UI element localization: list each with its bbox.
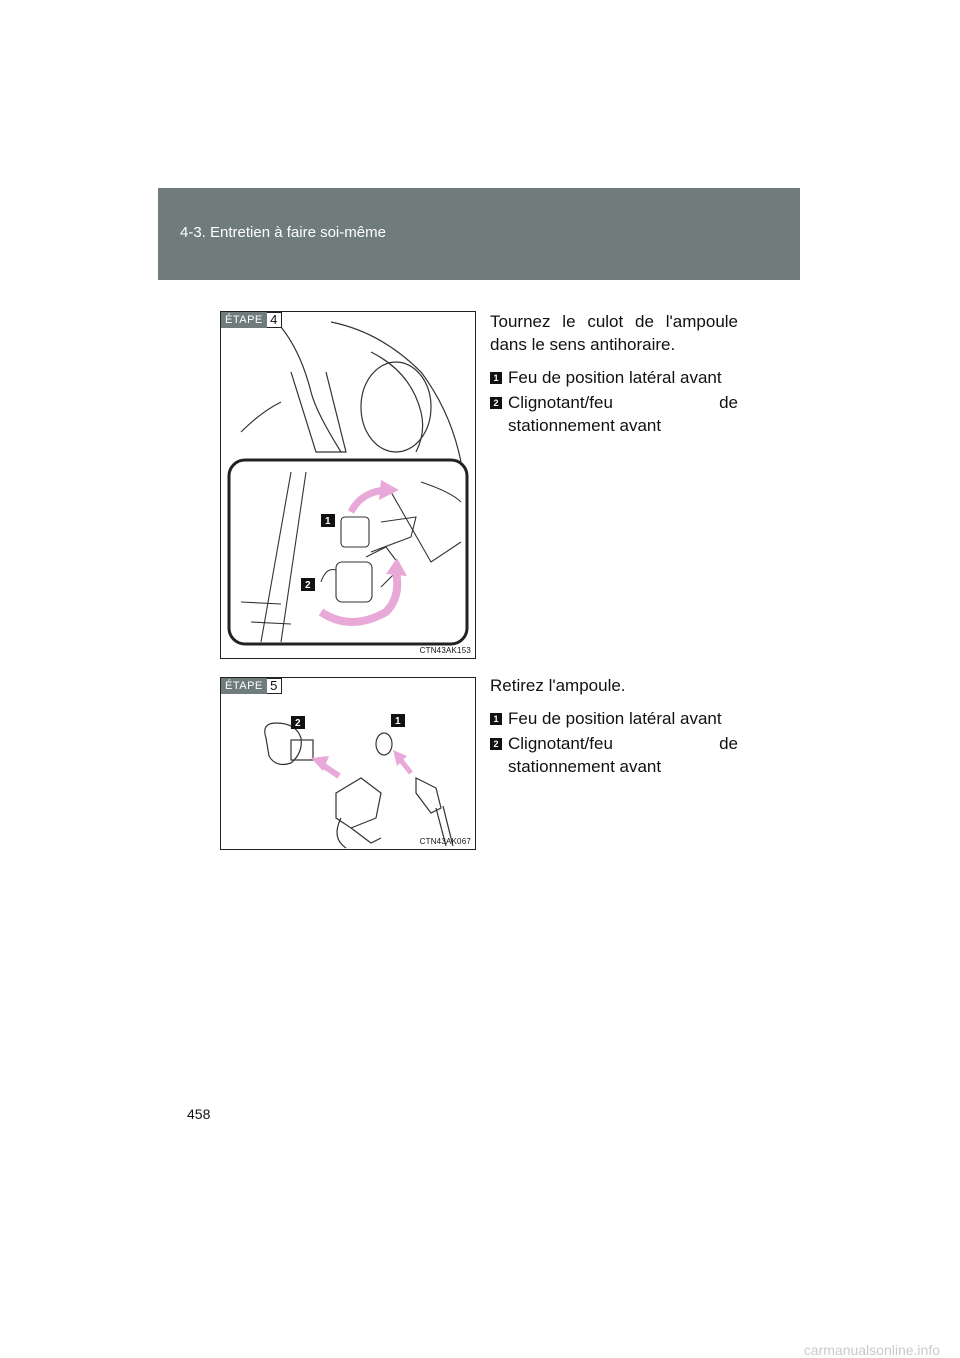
step-instruction: Tournez le culot de l'ampoule dans le sens antihoraire. [490, 312, 738, 354]
callout-2 [301, 578, 315, 591]
figure-code: CTN43AK153 [419, 646, 471, 655]
item-number: 1 [490, 713, 502, 725]
bulb-removal-drawing [221, 678, 475, 849]
item-text: Feu de position latéral avant [508, 368, 722, 387]
callout-2 [291, 716, 305, 729]
figure-code: CTN43AK067 [419, 837, 471, 846]
step-5-text [490, 674, 738, 780]
list-item [490, 391, 738, 437]
list-item [490, 707, 738, 730]
list-item [490, 732, 738, 778]
watermark: carmanualsonline.info [803, 1342, 940, 1358]
step-badge [221, 678, 282, 694]
item-text: Clignotant/feu de stationnement avant [508, 734, 738, 776]
step-badge [221, 312, 282, 328]
svg-text:2: 2 [305, 580, 311, 591]
item-text: Feu de position latéral avant [508, 709, 722, 728]
bulb-socket-rotation-drawing [221, 312, 475, 658]
svg-text:1: 1 [325, 516, 331, 527]
callout-1 [321, 514, 335, 527]
section-header-band [158, 188, 800, 280]
svg-text:1: 1 [395, 716, 401, 727]
svg-text:2: 2 [295, 718, 301, 729]
step-number: 5 [267, 678, 282, 694]
item-number: 1 [490, 372, 502, 384]
step-label: ÉTAPE [221, 678, 267, 694]
step-number: 4 [267, 312, 282, 328]
item-number: 2 [490, 397, 502, 409]
item-text: Clignotant/feu de stationnement avant [508, 393, 738, 435]
page-number: 458 [187, 1106, 211, 1122]
step-4-text [490, 310, 738, 439]
section-title: 4-3. Entretien à faire soi-même [180, 224, 386, 241]
item-number: 2 [490, 738, 502, 750]
step-4-illustration [220, 311, 476, 659]
list-item [490, 366, 738, 389]
callout-1 [391, 714, 405, 727]
step-label: ÉTAPE [221, 312, 267, 328]
step-instruction: Retirez l'ampoule. [490, 676, 626, 695]
step-5-illustration [220, 677, 476, 850]
